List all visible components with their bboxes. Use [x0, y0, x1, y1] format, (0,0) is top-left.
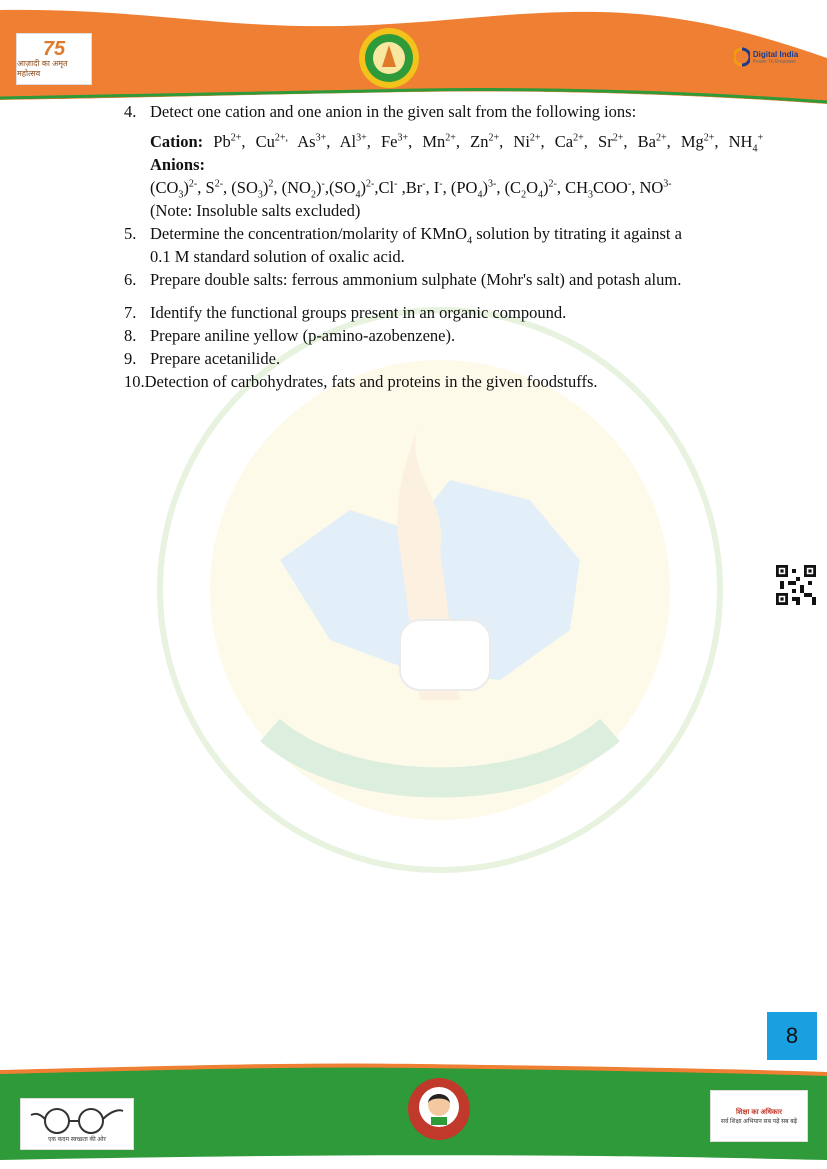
spectacles-icon: [29, 1105, 125, 1135]
beti-bachao-icon: [407, 1077, 471, 1141]
digital-india-icon: [734, 47, 750, 67]
list-item-7: 7. Identify the functional groups present in an organic compound.: [124, 303, 567, 322]
anion-list: $(CO_3)^{2-}$, $S^{2-}$, $(SO_3)^2$, $(NO_2)^-,(SO_4)^{2-},Cl^-$ ,Br-, I-, $(PO_4)^{3-}$, $(C_2O_4)^{2-}$, $CH_3COO^-$, $NO^{3-}$: [150, 178, 672, 201]
shiksha-adhikar-logo: शिक्षा का अधिकार सर्व शिक्षा अभियान सब पढ़ें सब बढ़ें: [710, 1090, 808, 1142]
azadi-logo: 75 आज़ादी का अमृत महोत्सव: [16, 33, 92, 85]
list-item-4: 4. Detect one cation and one anion in the given salt from the following ions: Cation: $Pb^{2+}$, $Cu^{2+,}$ $As^{3+}$, $Al^{3+}$, $Fe^{3+}$, $Mn^{2+}$, $Zn^{2+}$, $Ni^{2+}$, $Ca^{2+}$, $Sr^{2+}$, $Ba^{2+}$, $Mg^{2+}$, $NH_4^+$ Anions: $(CO_3)^{2-}$, $S^{2-}$, $(SO_3)^2$, $(NO_2)^-,(SO_4)^{2-},Cl^-$ ,Br-, I-, $(PO_4)^{3-}$, $(C_2O_4)^{2-}$, $CH_3COO^-$, $NO^{3-}$ (Note: Insoluble salts excluded): [124, 100, 784, 222]
board-seal-icon: [358, 27, 420, 89]
page-number: 8: [767, 1012, 817, 1060]
swachh-bharat-logo: एक कदम स्वच्छता की ओर: [20, 1098, 134, 1150]
digital-india-logo: Digital India Power To Empower: [730, 40, 802, 74]
experiment-list: [124, 100, 784, 393]
list-item-9: 9. Prepare acetanilide.: [124, 349, 281, 368]
list-item-8: 8. Prepare aniline yellow (p-amino-azobenzene).: [124, 326, 456, 345]
list-item-5: 5. Determine the concentration/molarity of KMnO$_4$ solution by titrating it against a 0.1 M standard solution of oxalic acid.: [124, 224, 682, 266]
qr-code-icon[interactable]: [776, 565, 816, 605]
list-item-10: 10. Detection of carbohydrates, fats and proteins in the given foodstuffs.: [124, 372, 598, 391]
list-item-6: 6. Prepare double salts: ferrous ammonium sulphate (Mohr's salt) and potash alum.: [124, 270, 682, 289]
cation-list: Cation: $Pb^{2+}$, $Cu^{2+,}$ $As^{3+}$, $Al^{3+}$, $Fe^{3+}$, $Mn^{2+}$, $Zn^{2+}$, $Ni^{2+}$, $Ca^{2+}$, $Sr^{2+}$, $Ba^{2+}$, $Mg^{2+}$, $NH_4^+$: [150, 132, 764, 155]
